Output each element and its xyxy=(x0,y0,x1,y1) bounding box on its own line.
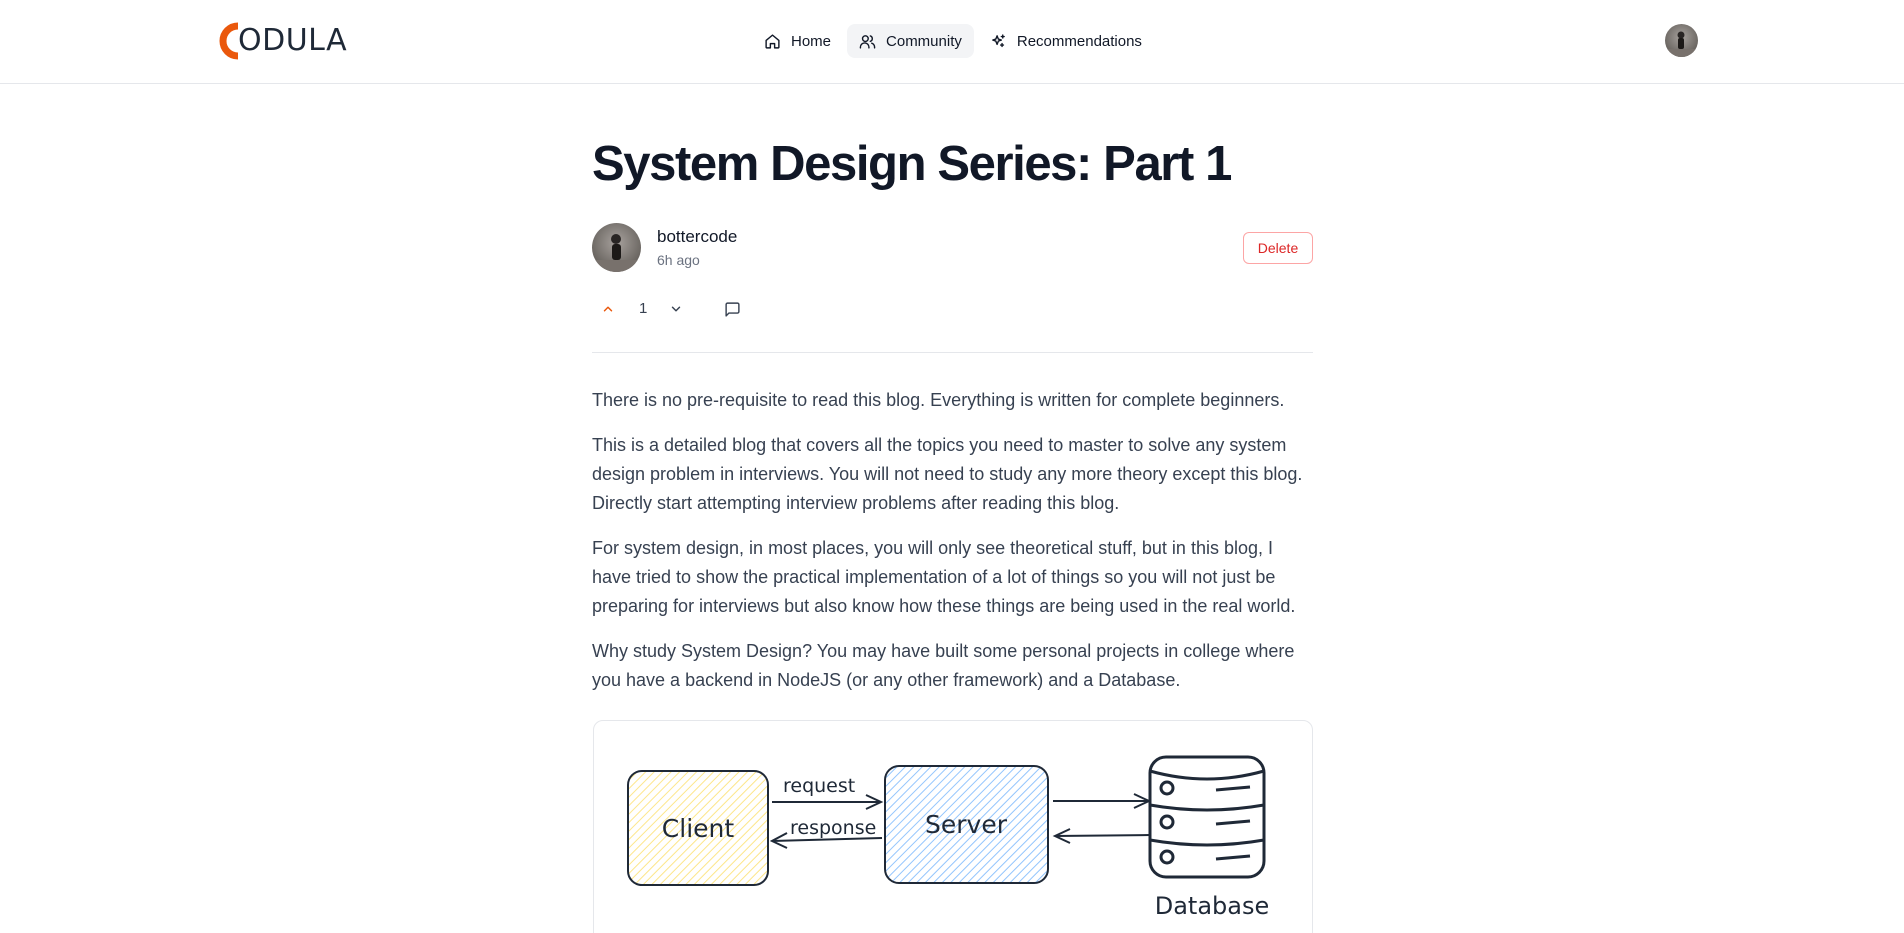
post-title: System Design Series: Part 1 xyxy=(592,137,1231,191)
client-label: Client xyxy=(661,814,735,843)
post-actions xyxy=(592,296,1313,322)
paragraph: Why study System Design? You may have built some personal projects in college where you have a backend in NodeJS (or any other framework) and a Database. xyxy=(592,641,1295,690)
logo[interactable] xyxy=(216,22,347,60)
nav-home-label: Home xyxy=(791,32,832,50)
author-avatar[interactable] xyxy=(592,223,641,272)
nav-home[interactable] xyxy=(752,24,843,58)
chevron-down-icon xyxy=(669,302,683,316)
database-label: Database xyxy=(1154,892,1270,920)
post-timestamp: 6h ago xyxy=(657,252,700,268)
divider xyxy=(592,352,1313,353)
nav-community[interactable] xyxy=(847,24,974,58)
request-label: request xyxy=(783,775,856,797)
nav-recommendations[interactable] xyxy=(978,24,1154,58)
response-label: response xyxy=(790,817,877,839)
downvote-button[interactable] xyxy=(666,299,686,319)
sparkles-icon xyxy=(990,33,1007,50)
paragraph: This is a detailed blog that covers all the topics you need to master to solve any system design problem in interviews. You will not need to study any more theory except this blog. Directly start attempting interview problems after reading this blog. xyxy=(592,435,1303,513)
message-square-icon xyxy=(724,301,741,318)
author-name[interactable]: bottercode xyxy=(657,227,738,246)
delete-button[interactable]: Delete xyxy=(1243,232,1313,264)
post-body xyxy=(592,386,1313,711)
main-nav xyxy=(752,24,1154,58)
vote-count: 1 xyxy=(639,300,648,317)
user-avatar[interactable] xyxy=(1665,24,1698,57)
comment-button[interactable] xyxy=(722,299,742,319)
diagram-image xyxy=(593,720,1313,933)
database-icon xyxy=(1150,757,1264,877)
paragraph: For system design, in most places, you will only see theoretical stuff, but in this blog, I have tried to show the practical implementation of a lot of things so you will not just be preparing for interviews but also know how these things are being used in the real world. xyxy=(592,538,1296,616)
nav-recommendations-label: Recommendations xyxy=(1016,32,1142,50)
nav-community-label: Community xyxy=(886,32,962,50)
author-avatar-photo xyxy=(592,223,641,272)
chevron-up-icon xyxy=(601,302,615,316)
paragraph: There is no pre-requisite to read this blog. Everything is written for complete beginners. xyxy=(592,390,1285,410)
upvote-button[interactable] xyxy=(598,299,618,319)
user-avatar-photo xyxy=(1665,24,1698,57)
logo-text: ODULA xyxy=(238,23,348,58)
users-icon xyxy=(859,33,876,50)
top-navbar xyxy=(0,0,1904,84)
home-icon xyxy=(764,33,781,50)
server-label: Server xyxy=(925,810,1007,839)
db-to-server-arrow xyxy=(1055,835,1150,836)
